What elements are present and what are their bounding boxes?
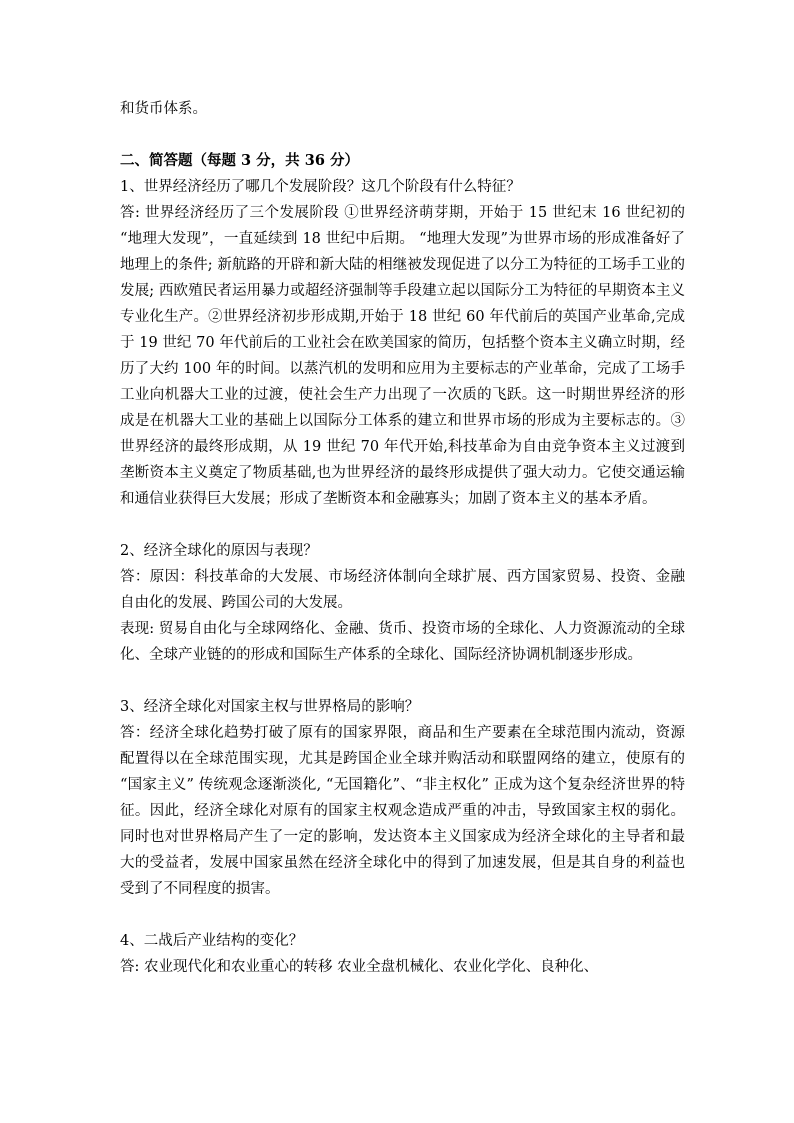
paragraph-gap bbox=[120, 668, 685, 694]
section-heading: 二、简答题（每题 3 分，共 36 分） bbox=[120, 152, 359, 169]
paragraph-gap bbox=[120, 122, 685, 148]
answer-paragraph: 答：原因：科技革命的大发展、市场经济体制向全球扩展、西方国家贸易、投资、金融自由化的发展、跨国公司的大发展。 bbox=[120, 569, 685, 611]
question-title: 2、经济全球化的原因与表现？ bbox=[120, 543, 318, 559]
question-block-1 bbox=[120, 174, 685, 512]
answer-paragraph: 答：经济全球化趋势打破了原有的国家界限，商品和生产要素在全球范围内流动，资源配置得以在全球范围实现，尤其是跨国企业全球并购活动和联盟网络的建立，使原有的 “国家主义” 传统观念逐渐淡化, “无国籍化”、“非主权化” 正成为这个复杂经济世界的特征。因此，经济全球化对原有的国家主权观念造成严重的冲击，导致国家主权的弱化。同时也对世界格局产生了一定的影响，发达资本主义国家成为经济全球化的主导者和最大的受益者，发展中国家虽然在经济全球化中的得到了加速发展，但是其自身的利益也受到了不同程度的损害。 bbox=[120, 725, 685, 897]
question-title: 1、世界经济经历了哪几个发展阶段？这几个阶段有什么特征？ bbox=[120, 179, 521, 195]
paragraph-gap bbox=[120, 902, 685, 928]
question-title: 4、二战后产业结构的变化？ bbox=[120, 933, 304, 949]
question-block-2 bbox=[120, 538, 685, 668]
paragraph-gap bbox=[120, 512, 685, 538]
answer-paragraph: 答: 世界经济经历了三个发展阶段 ①世界经济萌芽期，开始于 15 世纪末 16 世纪初的 “地理大发现”，一直延续到 18 世纪中后期。 “地理大发现”为世界市场的形成准备好了地理上的条件; 新航路的开辟和新大陆的相继被发现促进了以分工为特征的工场手工业的发展; 西欧殖民者运用暴力或超经济强制等手段建立起以国际分工为特征的早期资本主义专业化生产。②世界经济初步形成期,开始于 18 世纪 60 年代前后的英国产业革命,完成于 19 世纪 70 年代前后的工业社会在欧美国家的简历，包括整个资本主义确立时期，经历了大约 100 年的时间。以蒸汽机的发明和应用为主要标志的产业革命，完成了工场手工业向机器大工业的过渡，使社会生产力出现了一次质的飞跃。这一时期世界经济的形成是在机器大工业的基础上以国际分工体系的建立和世界市场的形成为主要标志的。③世界经济的最终形成期，从 19 世纪 70 年代开始,科技革命为自由竞争资本主义过渡到垄断资本主义奠定了物质基础,也为世界经济的最终形成提供了强大动力。它使交通运输和通信业获得巨大发展；形成了垄断资本和金融寡头；加剧了资本主义的基本矛盾。 bbox=[120, 205, 685, 507]
answer-paragraph: 答: 农业现代化和农业重心的转移 农业全盘机械化、农业化学化、良种化、 bbox=[120, 959, 599, 975]
question-block-3 bbox=[120, 694, 685, 902]
document-body bbox=[120, 96, 685, 980]
intro-trailing-text: 和货币体系。 bbox=[120, 101, 207, 117]
answer-paragraph: 表现: 贸易自由化与全球网络化、金融、货币、投资市场的全球化、人力资源流动的全球化、全球产业链的的形成和国际生产体系的全球化、国际经济协调机制逐步形成。 bbox=[120, 621, 685, 663]
question-block-4 bbox=[120, 928, 685, 980]
question-title: 3、经济全球化对国家主权与世界格局的影响？ bbox=[120, 699, 420, 715]
